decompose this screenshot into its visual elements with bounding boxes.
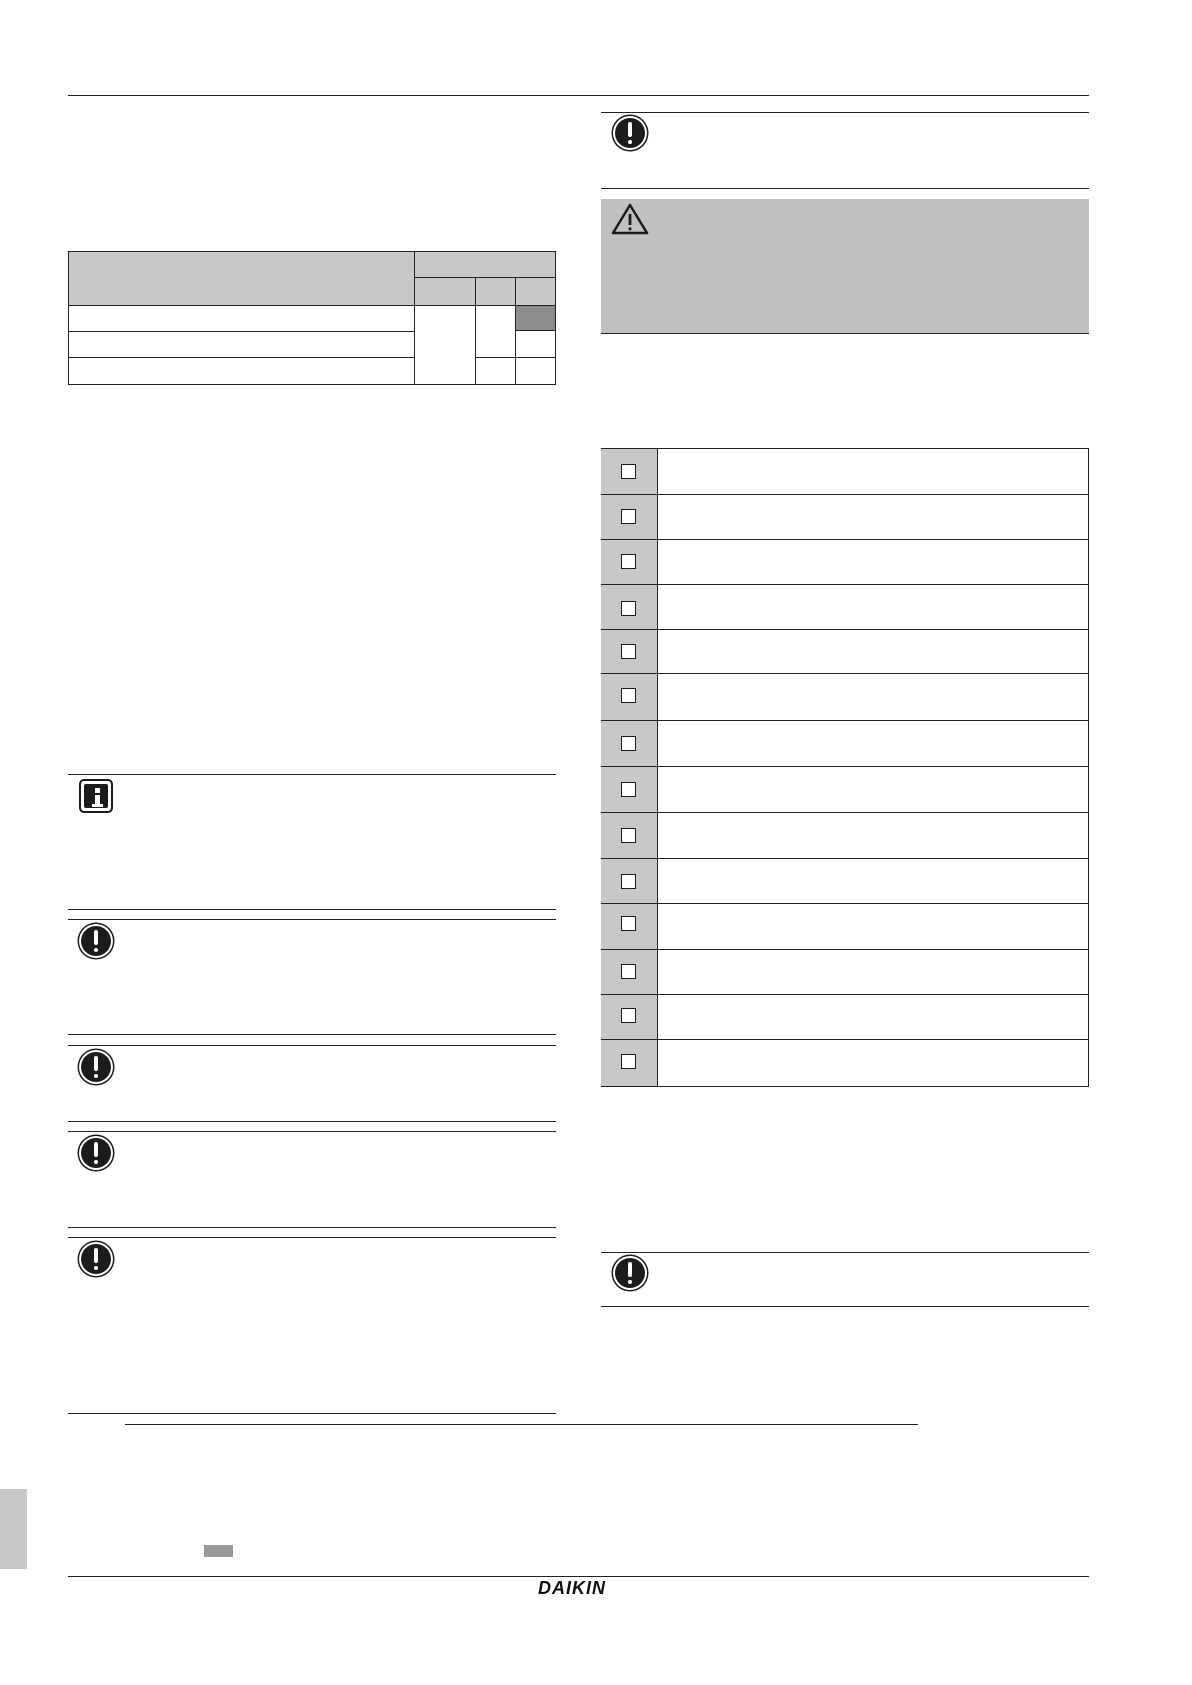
checkbox-icon[interactable] (621, 874, 636, 889)
checklist-row (601, 448, 1089, 495)
exclamation-circle-icon (79, 1050, 113, 1084)
notice-1-top-rule (68, 919, 556, 920)
checkbox-icon[interactable] (621, 644, 636, 659)
spec-table (68, 251, 556, 385)
checklist-row (601, 1040, 1089, 1087)
table-cell-dark (516, 306, 555, 331)
checkbox-icon[interactable] (621, 916, 636, 931)
exclamation-circle-icon (613, 116, 647, 150)
checklist-row (601, 995, 1089, 1040)
table-header-divider-vertical (414, 251, 415, 306)
table-header (68, 251, 556, 306)
warning-triangle-icon (611, 202, 649, 236)
checkbox-icon[interactable] (621, 1008, 636, 1023)
footnote-rule (125, 1424, 918, 1425)
checkbox-icon[interactable] (621, 736, 636, 751)
info-icon (79, 779, 113, 813)
header-rule (68, 95, 1089, 96)
table-cell-divider-b (475, 357, 515, 358)
table-body (68, 306, 556, 385)
table-row-1 (68, 331, 414, 332)
page-marker (204, 1545, 233, 1557)
info-notice-bottom-rule (68, 909, 556, 910)
checkbox-icon[interactable] (621, 464, 636, 479)
checklist-row (601, 585, 1089, 630)
checklist-row (601, 721, 1089, 767)
info-notice-top-rule (68, 774, 556, 775)
checkbox-icon[interactable] (621, 782, 636, 797)
checkbox-icon[interactable] (621, 964, 636, 979)
checklist-row (601, 767, 1089, 813)
checklist-row (601, 859, 1089, 904)
exclamation-circle-icon (613, 1256, 647, 1290)
checklist-row (601, 495, 1089, 540)
notice-1-bottom-rule (68, 1034, 556, 1035)
notice-3-top-rule (68, 1131, 556, 1132)
exclamation-circle-icon (79, 1242, 113, 1276)
notice-2-bottom-rule (68, 1121, 556, 1122)
checkbox-icon[interactable] (621, 1054, 636, 1069)
table-body-col-2 (475, 306, 476, 385)
table-header-subcol-2 (515, 277, 516, 306)
checkbox-icon[interactable] (621, 509, 636, 524)
notice-right-1-bottom-rule (601, 188, 1089, 189)
checkbox-icon[interactable] (621, 828, 636, 843)
notice-right-2-top-rule (601, 1252, 1089, 1253)
notice-4-top-rule (68, 1237, 556, 1238)
checklist-row (601, 904, 1089, 950)
warning-box (601, 199, 1089, 334)
table-header-subcol-1 (475, 277, 476, 306)
footer-rule (68, 1576, 1089, 1577)
checkbox-icon[interactable] (621, 688, 636, 703)
table-row-2 (68, 357, 414, 358)
checklist-row (601, 630, 1089, 674)
checkbox-icon[interactable] (621, 554, 636, 569)
notice-right-2-bottom-rule (601, 1306, 1089, 1307)
notice-right-1-top-rule (601, 112, 1089, 113)
notice-2-top-rule (68, 1045, 556, 1046)
side-tab (0, 1489, 27, 1569)
notice-4-bottom-rule (68, 1413, 556, 1414)
checklist-row (601, 813, 1089, 859)
checklist-row (601, 674, 1089, 721)
checklist-row (601, 540, 1089, 585)
notice-3-bottom-rule (68, 1227, 556, 1228)
brand-logo: DAIKIN (538, 1578, 606, 1598)
table-header-divider-horizontal (414, 277, 556, 278)
table-body-col-1 (414, 306, 415, 385)
table-cell-divider-a (515, 357, 556, 358)
checkbox-icon[interactable] (621, 601, 636, 616)
exclamation-circle-icon (79, 1136, 113, 1170)
checklist-row (601, 950, 1089, 995)
exclamation-circle-icon (79, 924, 113, 958)
